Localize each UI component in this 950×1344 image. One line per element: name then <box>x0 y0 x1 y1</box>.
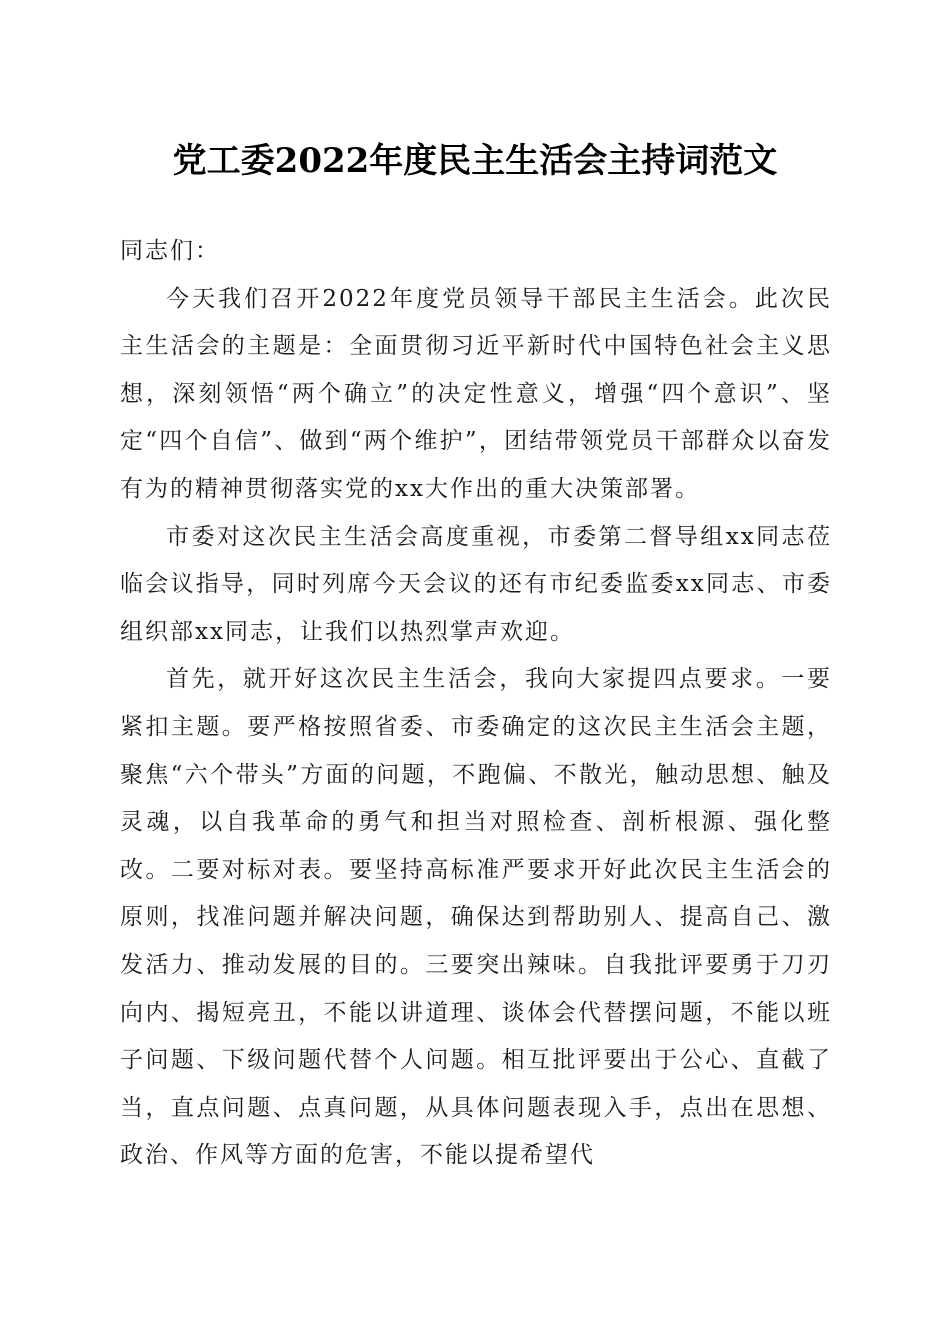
paragraph-attendees: 市委对这次民主生活会高度重视，市委第二督导组xx同志莅临会议指导，同时列席今天会议的还有市纪委监委xx同志、市委组织部xx同志，让我们以热烈掌声欢迎。 <box>120 523 832 645</box>
paragraph-requirements: 首先，就开好这次民主生活会，我向大家提四点要求。一要紧扣主题。要严格按照省委、市委确定的这次民主生活会主题，聚焦“六个带头”方面的问题，不跑偏、不散光，触动思想、触及灵魂，以自我革命的勇气和担当对照检查、剖析根源、强化整改。二要对标对表。要坚持高标准严要求开好此次民主生活会的原则，找准问题并解决问题，确保达到帮助别人、提高自己、激发活力、推动发展的目的。三要突出辣味。自我批评要勇于刀刃向内、揭短亮丑，不能以讲道理、谈体会代替摆问题，不能以班子问题、下级问题代替个人问题。相互批评要出于公心、直截了当，直点问题、点真问题，从具体问题表现入手，点出在思想、政治、作风等方面的危害，不能以提希望代 <box>120 666 832 1169</box>
document-body <box>120 228 832 1180</box>
salutation: 同志们： <box>120 238 220 264</box>
paragraph-opening: 今天我们召开2022年度党员领导干部民主生活会。此次民主生活会的主题是：全面贯彻习近平新时代中国特色社会主义思想，深刻领悟“两个确立”的决定性意义，增强“四个意识”、坚定“四个自信”、做到“两个维护”，团结带领党员干部群众以奋发有为的精神贯彻落实党的xx大作出的重大决策部署。 <box>120 285 832 502</box>
document-title: 党工委2022年度民主生活会主持词范文 <box>172 141 778 181</box>
